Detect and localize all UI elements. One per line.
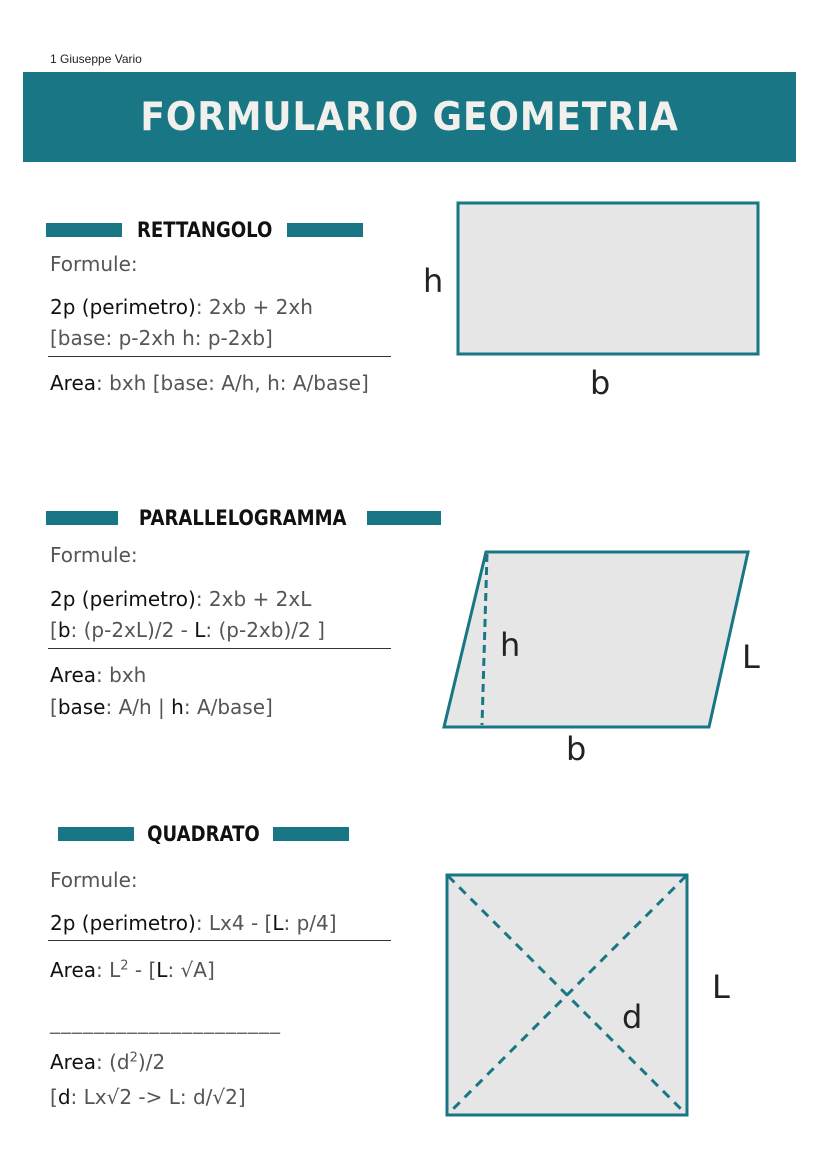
figure-label-l: L — [712, 968, 730, 1006]
bracket-open: [ — [50, 695, 58, 719]
bracket-open: [ — [50, 618, 58, 642]
area-inverse-formula — [50, 695, 273, 719]
area-value-post: )/2 — [137, 1050, 166, 1074]
area-superscript: 2 — [129, 1050, 138, 1066]
perimeter-l-label: L — [272, 911, 284, 935]
square-figure — [440, 868, 698, 1124]
perimeter-label: 2p (perimetro) — [50, 295, 196, 319]
section-title: QUADRATO — [147, 822, 260, 846]
area-value-post: - [ — [128, 958, 157, 982]
title-banner — [23, 72, 796, 162]
formule-label: Formule: — [50, 543, 138, 567]
area-inverse-h-label: h — [171, 695, 184, 719]
figure-label-h: h — [500, 626, 521, 664]
figure-label-b: b — [566, 730, 587, 768]
diagonal-label: d — [57, 1085, 71, 1109]
area-value: : bxh — [96, 663, 147, 687]
figure-label-l: L — [742, 638, 760, 676]
heading-bar-right — [287, 223, 363, 237]
perimeter-label: 2p (perimetro) — [50, 587, 196, 611]
perimeter-l-value: : p/4] — [283, 911, 337, 935]
section-title: RETTANGOLO — [137, 218, 273, 242]
perimeter-formula — [50, 295, 313, 319]
inverse-formula: [base: p-2xh h: p-2xb] — [50, 326, 273, 350]
heading-bar-right — [273, 827, 349, 841]
page-title: FORMULARIO GEOMETRIA — [140, 94, 679, 140]
area-formula — [50, 663, 146, 687]
perimeter-label: 2p (perimetro) — [50, 911, 196, 935]
figure-label-b: b — [590, 364, 611, 402]
area-value: : bxh [base: A/h, h: A/base] — [96, 371, 369, 395]
area-value-pre: : (d — [96, 1050, 130, 1074]
parallelogram-figure — [436, 545, 756, 735]
section-heading-parallelogramma — [46, 506, 441, 530]
section-heading-rettangolo — [46, 218, 363, 242]
area-value-pre: : L — [96, 958, 121, 982]
perimeter-formula — [50, 587, 311, 611]
area-inverse-h-value: : A/base] — [183, 695, 273, 719]
parallelogram-shape — [444, 552, 748, 727]
area-formula — [50, 371, 369, 395]
author-name: 1 Giuseppe Vario — [50, 52, 142, 66]
section-heading-quadrato — [58, 822, 349, 846]
inverse-l-label: L — [194, 618, 206, 642]
inverse-b-label: b — [57, 618, 71, 642]
area-label: Area — [50, 958, 97, 982]
perimeter-formula — [50, 911, 337, 935]
area-formula-1 — [50, 958, 215, 982]
inverse-l-value: : (p-2xb)/2 ] — [205, 618, 325, 642]
figure-label-d: d — [622, 998, 643, 1036]
divider — [48, 356, 391, 357]
heading-bar-left — [46, 223, 122, 237]
inverse-b-value: : (p-2xL)/2 - — [70, 618, 195, 642]
area-inverse-base-value: : A/h | — [105, 695, 172, 719]
divider — [48, 940, 391, 941]
heading-bar-right — [367, 511, 441, 525]
heading-bar-left — [58, 827, 134, 841]
area-l-label: L — [156, 958, 168, 982]
area-inverse-base-label: base — [57, 695, 106, 719]
perimeter-value: : 2xb + 2xL — [195, 587, 312, 611]
inverse-formula — [50, 618, 325, 642]
area-label: Area — [50, 371, 97, 395]
area-formula-2 — [50, 1050, 165, 1074]
dashed-separator: _____________________ — [50, 1010, 281, 1034]
rectangle-shape — [458, 203, 758, 354]
diagonal-formula — [50, 1085, 246, 1109]
rectangle-figure — [450, 195, 770, 365]
heading-bar-left — [46, 511, 118, 525]
area-superscript: 2 — [120, 958, 129, 974]
area-l-value: : √A] — [167, 958, 215, 982]
perimeter-value: : Lx4 - [ — [195, 911, 273, 935]
area-label: Area — [50, 663, 97, 687]
formule-label: Formule: — [50, 252, 138, 276]
formule-label: Formule: — [50, 868, 138, 892]
diagonal-value: : Lx√2 -> L: d/√2] — [70, 1085, 246, 1109]
bracket-open: [ — [50, 1085, 58, 1109]
divider — [48, 648, 391, 649]
perimeter-value: : 2xb + 2xh — [195, 295, 313, 319]
area-label: Area — [50, 1050, 97, 1074]
figure-label-h: h — [423, 262, 444, 300]
section-title: PARALLELOGRAMMA — [138, 506, 347, 530]
